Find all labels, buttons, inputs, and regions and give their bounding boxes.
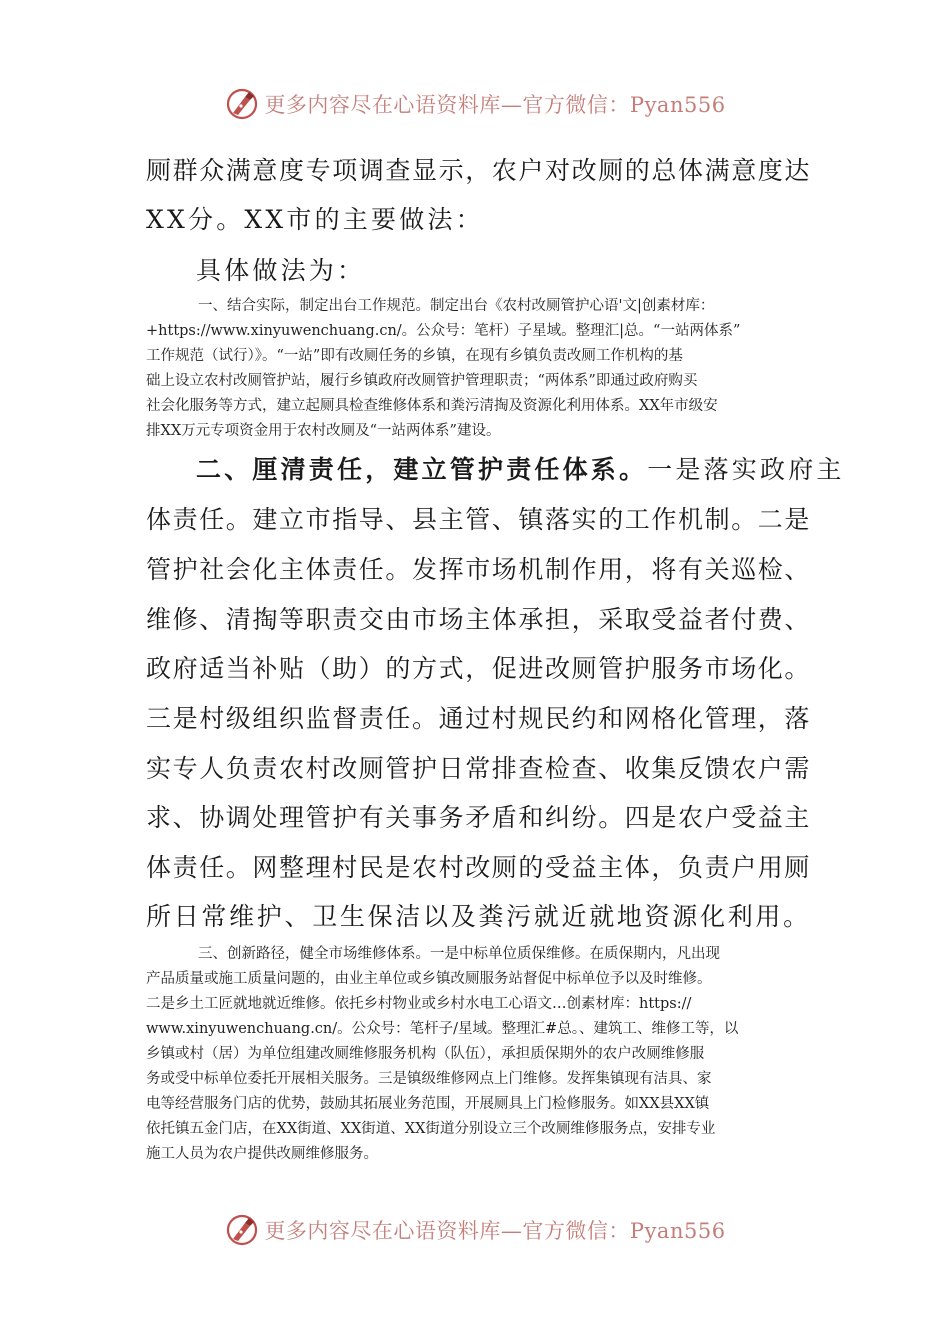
paragraph-line: 二是乡土工匠就地就近维修。依托乡村物业或乡村水电工心语文…创素材库：https:// [146,996,692,1012]
watermark-text: 更多内容尽在心语资料库—官方微信：Pyan556 [264,93,726,117]
paragraph-line: 社会化服务等方式，建立起厕具检查维修体系和粪污清掏及资源化利用体系。XX年市级安 [146,398,718,414]
paragraph-line: 依托镇五金门店，在XX街道、XX街道、XX街道分别设立三个改厕维修服务点，安排专业 [146,1121,716,1137]
paragraph-line: +https://www.xinyuwenchuang.cn/。公众号：笔杆）子星域。整理汇|总。“一站两体系” [146,323,741,339]
paragraph-line: 产品质量或施工质量问题的，由业主单位或乡镇改厕服务站督促中标单位予以及时维修。 [146,971,712,987]
paragraph-line: 电等经营服务门店的优势，鼓励其拓展业务范围，开展厕具上门检修服务。如XX县XX镇 [146,1096,710,1112]
body-line: 具体做法为： [196,256,366,285]
paragraph-line: 工作规范（试行）》。“一站”即有改厕任务的乡镇，在现有乡镇负责改厕工作机构的基 [146,348,683,364]
body-line: 体责任。建立市指导、县主管、镇落实的工作机制。二是 [146,505,812,534]
body-line: 维修、清掏等职责交由市场主体承担，采取受益者付费、 [146,605,812,634]
body-line: XX分。XX市的主要做法： [146,205,484,234]
paragraph-line: 排XX万元专项资金用于农村改厕及“一站两体系”建设。 [146,423,501,439]
watermark-header [0,84,950,124]
body-line: 厕群众满意度专项调查显示，农户对改厕的总体满意度达 [146,156,812,185]
watermark-text: 更多内容尽在心语资料库—官方微信：Pyan556 [264,1219,726,1243]
section-heading-line [196,455,861,485]
body-line: 实专人负责农村改厕管护日常排查检查、收集反馈农户需 [146,754,812,783]
section-heading-tail: 一是落实政府主 [647,455,845,484]
paragraph-line: 施工人员为农户提供改厕维修服务。 [146,1146,378,1162]
body-line: 管护社会化主体责任。发挥市场机制作用，将有关巡检、 [146,555,812,584]
paragraph-line: 三、创新路径，健全市场维修体系。一是中标单位质保维修。在质保期内，凡出现 [198,946,720,962]
body-line: 三是村级组织监督责任。通过村规民约和网格化管理，落 [146,704,812,733]
pen-nib-logo-icon [224,86,260,122]
paragraph-line: 础上设立农村改厕管护站，履行乡镇政府改厕管护管理职责；“两体系”即通过政府购买 [146,373,698,389]
paragraph-line: 一、结合实际，制定出台工作规范。制定出台《农村改厕管护心语'文|创素材库： [198,298,715,314]
paragraph-line: www.xinyuwenchuang.cn/。公众号：笔杆子/星域。整理汇#总。、建筑工、维修工等，以 [146,1021,739,1037]
body-line: 政府适当补贴（助）的方式，促进改厕管护服务市场化。 [146,654,812,683]
body-line: 体责任。网整理村民是农村改厕的受益主体，负责户用厕 [146,853,812,882]
body-line: 求、协调处理管护有关事务矛盾和纠纷。四是农户受益主 [146,803,812,832]
pen-nib-logo-icon [224,1212,260,1248]
section-heading: 二、厘清责任，建立管护责任体系。 [196,455,648,484]
paragraph-line: 乡镇或村（居）为单位组建改厕维修服务机构（队伍），承担质保期外的农户改厕维修服 [146,1046,705,1062]
body-line: 所日常维护、卫生保洁以及粪污就近就地资源化利用。 [146,902,811,931]
paragraph-line: 务或受中标单位委托开展相关服务。三是镇级维修网点上门维修。发挥集镇现有洁具、家 [146,1071,712,1087]
watermark-footer [0,1210,950,1250]
